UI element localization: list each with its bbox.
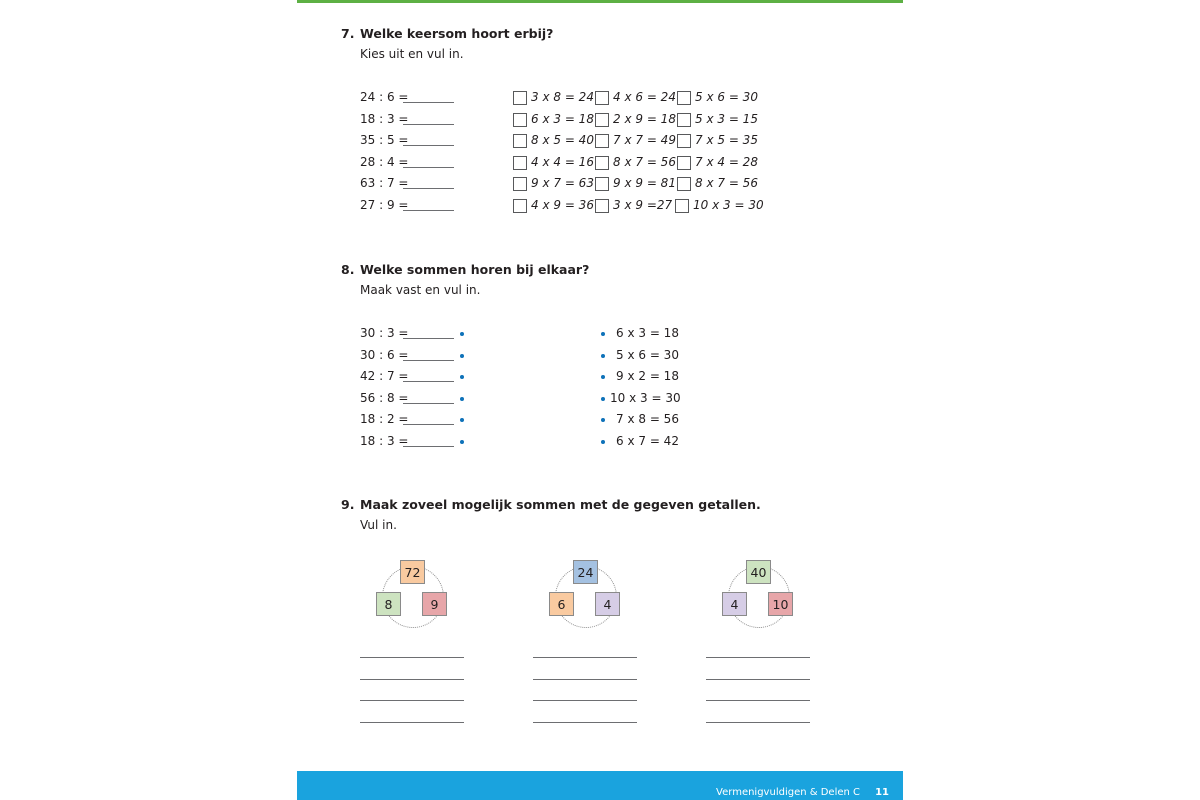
q8-multiplication: 6 x 3 = 18 <box>616 326 679 340</box>
connect-dot-right[interactable] <box>601 354 605 358</box>
connect-dot-left[interactable] <box>460 418 464 422</box>
option-label: 7 x 5 = 35 <box>695 133 758 147</box>
number-box-top: 72 <box>400 560 425 584</box>
q7-answer-blank[interactable] <box>403 124 454 125</box>
number-box-right: 9 <box>422 592 447 616</box>
connect-dot-left[interactable] <box>460 354 464 358</box>
option-label: 2 x 9 = 18 <box>613 111 676 126</box>
q7-division: 35 : 5 = <box>360 133 409 147</box>
number-box-right: 4 <box>595 592 620 616</box>
option-checkbox[interactable] <box>675 199 689 213</box>
connect-dot-right[interactable] <box>601 375 605 379</box>
option-checkbox[interactable] <box>513 199 527 213</box>
q7-answer-blank[interactable] <box>403 102 454 103</box>
number-box-left: 6 <box>549 592 574 616</box>
answer-line[interactable] <box>360 657 464 658</box>
option-checkbox[interactable] <box>677 156 691 170</box>
footer-bar <box>297 771 903 800</box>
option-label: 8 x 7 = 56 <box>695 176 758 190</box>
option-label: 4 x 4 = 16 <box>531 154 594 169</box>
q8-number: 8. <box>341 262 355 277</box>
connect-dot-left[interactable] <box>460 397 464 401</box>
footer-title: Vermenigvuldigen & Delen C <box>716 787 860 798</box>
q7-title: Welke keersom hoort erbij? <box>360 26 554 41</box>
option-label: 10 x 3 = 30 <box>693 197 764 212</box>
q8-answer-blank[interactable] <box>403 446 454 447</box>
option-checkbox[interactable] <box>513 156 527 170</box>
option-label: 3 x 8 = 24 <box>531 90 594 104</box>
q7-instruction: Kies uit en vul in. <box>360 47 464 61</box>
number-box-top: 24 <box>573 560 598 584</box>
q9-instruction: Vul in. <box>360 518 397 532</box>
option-checkbox[interactable] <box>513 113 527 127</box>
option-label: 6 x 3 = 18 <box>531 111 594 126</box>
option-checkbox[interactable] <box>513 134 527 148</box>
option-checkbox[interactable] <box>677 91 691 105</box>
option-label: 5 x 6 = 30 <box>695 90 758 104</box>
q7-number: 7. <box>341 26 355 41</box>
answer-line[interactable] <box>706 679 810 680</box>
q7-answer-blank[interactable] <box>403 210 454 211</box>
option-label: 4 x 6 = 24 <box>613 90 676 104</box>
option-label: 4 x 9 = 36 <box>531 197 594 212</box>
q8-answer-blank[interactable] <box>403 403 454 404</box>
q8-division: 56 : 8 = <box>360 390 409 405</box>
q8-multiplication: 7 x 8 = 56 <box>616 412 679 426</box>
q8-division: 18 : 2 = <box>360 412 409 426</box>
option-checkbox[interactable] <box>595 91 609 105</box>
q8-division: 30 : 3 = <box>360 326 409 340</box>
q8-division: 18 : 3 = <box>360 433 409 448</box>
connect-dot-right[interactable] <box>601 440 605 444</box>
answer-line[interactable] <box>533 722 637 723</box>
option-checkbox[interactable] <box>677 134 691 148</box>
option-checkbox[interactable] <box>595 113 609 127</box>
q8-answer-blank[interactable] <box>403 424 454 425</box>
q8-multiplication: 5 x 6 = 30 <box>616 347 679 362</box>
number-box-top: 40 <box>746 560 771 584</box>
q9-number: 9. <box>341 497 355 512</box>
option-checkbox[interactable] <box>595 134 609 148</box>
option-label: 7 x 7 = 49 <box>613 133 676 147</box>
option-checkbox[interactable] <box>677 113 691 127</box>
q7-answer-blank[interactable] <box>403 188 454 189</box>
option-label: 9 x 7 = 63 <box>531 176 594 190</box>
answer-line[interactable] <box>533 679 637 680</box>
q8-answer-blank[interactable] <box>403 338 454 339</box>
q8-division: 42 : 7 = <box>360 369 409 383</box>
top-color-bar <box>297 0 903 3</box>
connect-dot-right[interactable] <box>601 332 605 336</box>
q7-answer-blank[interactable] <box>403 145 454 146</box>
worksheet-page <box>297 0 903 800</box>
connect-dot-right[interactable] <box>601 418 605 422</box>
q7-division: 24 : 6 = <box>360 90 409 104</box>
answer-line[interactable] <box>360 700 464 701</box>
answer-line[interactable] <box>533 700 637 701</box>
connect-dot-left[interactable] <box>460 375 464 379</box>
q8-answer-blank[interactable] <box>403 360 454 361</box>
answer-line[interactable] <box>533 657 637 658</box>
option-label: 8 x 5 = 40 <box>531 133 594 147</box>
option-label: 9 x 9 = 81 <box>613 176 676 190</box>
q8-multiplication: 9 x 2 = 18 <box>616 369 679 383</box>
answer-line[interactable] <box>706 657 810 658</box>
q7-division: 63 : 7 = <box>360 176 409 190</box>
option-checkbox[interactable] <box>677 177 691 191</box>
page-number: 11 <box>875 787 889 798</box>
number-box-left: 8 <box>376 592 401 616</box>
q7-answer-blank[interactable] <box>403 167 454 168</box>
option-checkbox[interactable] <box>595 199 609 213</box>
option-label: 5 x 3 = 15 <box>695 111 758 126</box>
number-box-left: 4 <box>722 592 747 616</box>
connect-dot-left[interactable] <box>460 440 464 444</box>
q7-division: 18 : 3 = <box>360 111 409 126</box>
option-label: 8 x 7 = 56 <box>613 154 676 169</box>
q8-division: 30 : 6 = <box>360 347 409 362</box>
q8-instruction: Maak vast en vul in. <box>360 283 481 297</box>
q8-multiplication: 6 x 7 = 42 <box>616 433 679 448</box>
q7-division: 27 : 9 = <box>360 197 409 212</box>
connect-dot-left[interactable] <box>460 332 464 336</box>
answer-line[interactable] <box>706 722 810 723</box>
q9-title: Maak zoveel mogelijk sommen met de gegeven getallen. <box>360 497 761 512</box>
option-checkbox[interactable] <box>595 156 609 170</box>
option-label: 7 x 4 = 28 <box>695 154 758 169</box>
option-label: 3 x 9 =27 <box>613 197 673 212</box>
option-checkbox[interactable] <box>595 177 609 191</box>
connect-dot-right[interactable] <box>601 397 605 401</box>
answer-line[interactable] <box>360 722 464 723</box>
option-checkbox[interactable] <box>513 177 527 191</box>
q7-division: 28 : 4 = <box>360 154 409 169</box>
q8-multiplication: 10 x 3 = 30 <box>610 390 681 405</box>
option-checkbox[interactable] <box>513 91 527 105</box>
answer-line[interactable] <box>360 679 464 680</box>
q8-title: Welke sommen horen bij elkaar? <box>360 262 590 277</box>
answer-line[interactable] <box>706 700 810 701</box>
number-box-right: 10 <box>768 592 793 616</box>
q8-answer-blank[interactable] <box>403 381 454 382</box>
